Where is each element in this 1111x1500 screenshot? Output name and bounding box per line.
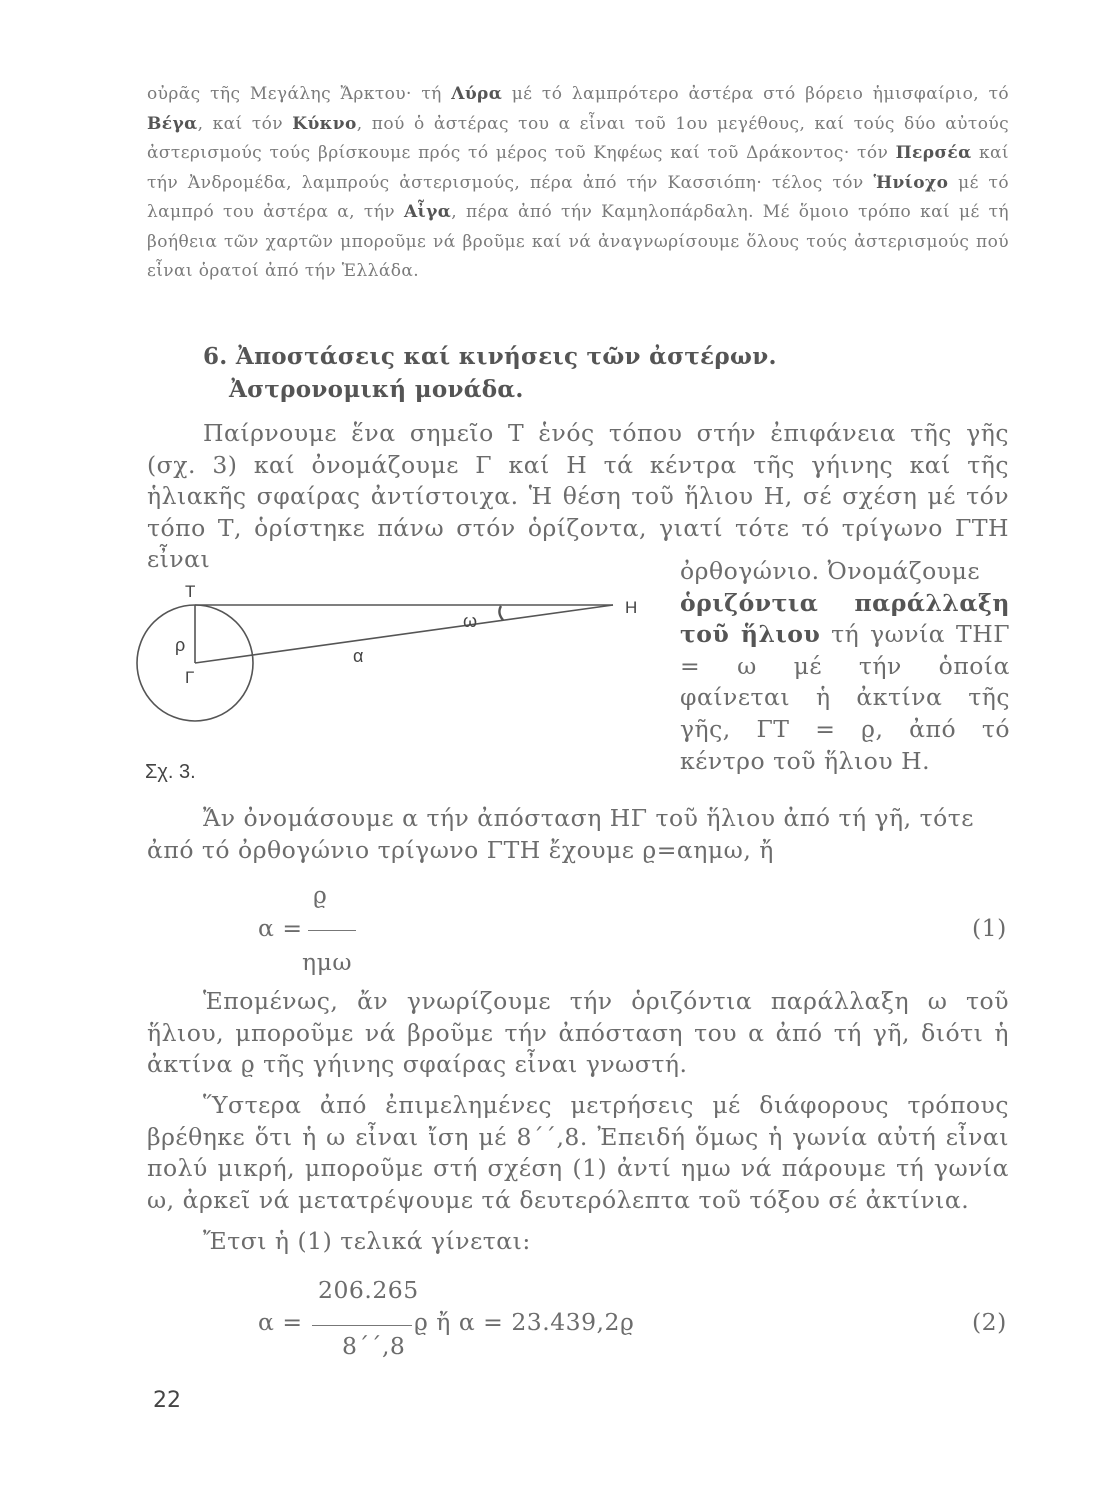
- term-vega: Βέγα: [147, 113, 198, 134]
- section-title: 6. Ἀποστάσεις καί κινήσεις τῶν ἀστέρων.: [203, 343, 777, 370]
- eq1-lhs: α =: [258, 914, 303, 942]
- equation-2: [0, 1275, 1111, 1385]
- eq2-numerator: 206.265: [318, 1276, 419, 1304]
- parallax-diagram: [125, 575, 665, 790]
- eq2-fraction-bar: [312, 1325, 412, 1326]
- line-G-H: [195, 605, 613, 663]
- label-omega: ω: [463, 611, 478, 631]
- page-number: 22: [153, 1388, 181, 1413]
- paragraph-4: [147, 1090, 1009, 1216]
- figure-caption: Σχ. 3.: [145, 761, 196, 783]
- side-text: τή γωνία ΤΗΓ = ω μέ τήν ὁποία φαίνεται ἡ ἀκτίνα τῆς γῆς, ΓΤ = ϱ, ἀπό τό κέντρο τοῦ ἥλιου Η.: [680, 620, 1010, 775]
- term-kyknos: Κύκνο: [292, 113, 357, 134]
- paragraph-5-text: Ἔτσι ἡ (1) τελικά γίνεται:: [203, 1227, 531, 1255]
- eq2-lhs: α =: [258, 1308, 303, 1336]
- term-persea: Περσέα: [895, 143, 972, 163]
- section-heading: [203, 340, 777, 406]
- paragraph-5: [147, 1226, 1009, 1258]
- term-horizontal-parallax: ὁριζόντια παράλλαξη τοῦ ἥλιου: [680, 588, 1010, 649]
- label-H: Η: [625, 598, 638, 617]
- intro-text: , πέρα ἀπό τήν Καμηλοπάρδαλη. Μέ ὅμοιο τρόπο καί μέ τή βοήθεια τῶν χαρτῶν μποροῦμε νά βροῦμε καί νά ἀναγνωρίσουμε ὅλους τούς ἀστερισμούς πού εἶναι ὁρατοί ἀπό τήν Ἑλλάδα.: [147, 202, 1009, 281]
- eq1-numerator: ϱ: [313, 881, 328, 909]
- term-lyra: Λύρα: [451, 84, 503, 104]
- eq2-denominator: 8´´,8: [342, 1332, 406, 1360]
- figure-3: [125, 575, 665, 790]
- label-alpha: α: [353, 646, 364, 666]
- intro-text: μέ τό λαμπρότερο ἀστέρα στό βόρειο ἡμισφαίριο, τό: [502, 84, 1010, 104]
- angle-omega-arc: [499, 606, 503, 620]
- intro-text: , καί τόν: [197, 113, 293, 134]
- eq2-rest: ϱ ἤ α = 23.439,2ϱ: [414, 1308, 635, 1336]
- label-G: Γ: [185, 668, 195, 687]
- label-T: Τ: [185, 582, 196, 601]
- intro-paragraph: [147, 80, 1009, 287]
- intro-text: οὐρᾶς τῆς Μεγάλης Ἄρκτου· τή: [147, 84, 452, 104]
- eq1-denominator: ημω: [302, 948, 353, 976]
- intro-text: , πού ὁ ἀστέρας του α εἶναι τοῦ 1ου μεγέθους, καί τούς δύο αὐτούς ἀστερισμούς τούς βρίσκουμε πρός τό μέρος τοῦ Κηφέως καί τοῦ Δράκοντος· τόν: [147, 113, 1009, 163]
- label-rho: ρ: [175, 635, 186, 655]
- paragraph-1: [147, 418, 1009, 576]
- paragraph-3: [147, 986, 1009, 1081]
- paragraph-4-text: Ὕστερα ἀπό ἐπιμελημένες μετρήσεις μέ διάφορους τρόπους βρέθηκε ὅτι ἡ ω εἶναι ἴση μέ 8´´,8. Ἐπειδή ὅμως ἡ γωνία αὐτή εἶναι πολύ μικρή, μποροῦμε στή σχέση (1) ἀντί ημω νά πάρουμε τή γωνία ω, ἀρκεῖ νά μετατρέψουμε τά δευτερόλεπτα τοῦ τόξου σέ ἀκτίνια.: [147, 1091, 1009, 1214]
- intro-text: μέ τό λαμπρό του ἀστέρα α, τήν: [147, 172, 1009, 222]
- eq2-tag: (2): [972, 1308, 1007, 1336]
- paragraph-1-text: Παίρνουμε ἕνα σημεῖο Τ ἑνός τόπου στήν ἐπιφάνεια τῆς γῆς (σχ. 3) καί ὀνομάζουμε Γ καί Η τά κέντρα τῆς γήινης καί τῆς ἡλιακῆς σφαίρας ἀντίστοιχα. Ἡ θέση τοῦ ἥλιου Η, σέ σχέση μέ τόν τόπο Τ, ὁρίστηκε πάνω στόν ὁρίζοντα, γιατί τότε τό τρίγωνο ΓΤΗ εἶναι: [147, 419, 1009, 574]
- paragraph-3-text: Ἑπομένως, ἄν γνωρίζουμε τήν ὁριζόντια παράλλαξη ω τοῦ ἥλιου, μποροῦμε νά βροῦμε τήν ἀπόσταση του α ἀπό τή γῆ, διότι ἡ ἀκτίνα ϱ τῆς γήινης σφαίρας εἶναι γνωστή.: [147, 987, 1009, 1079]
- intro-text: καί τήν Ἀνδρομέδα, λαμπρούς ἀστερισμούς, πέρα ἀπό τήν Κασσιόπη· τέλος τόν: [147, 143, 1010, 193]
- paragraph-2-text: Ἄν ὀνομάσουμε α τήν ἀπόσταση ΗΓ τοῦ ἥλιου ἀπό τή γῆ, τότε ἀπό τό ὀρθογώνιο τρίγωνο ΓΤΗ ἔχουμε ϱ=αημω, ἤ: [147, 804, 974, 864]
- eq1-fraction-bar: [308, 930, 356, 931]
- eq1-tag: (1): [972, 914, 1007, 942]
- term-aiga: Αἶγα: [403, 202, 452, 222]
- equation-1: [0, 875, 1111, 985]
- side-text: ὀρθογώνιο. Ὀνομάζουμε: [680, 557, 981, 585]
- term-heniochos: Ἡνίοχο: [873, 172, 949, 193]
- paragraph-2: [147, 803, 1009, 866]
- section-subtitle: Ἀστρονομική μονάδα.: [229, 376, 524, 403]
- side-paragraph: [680, 556, 1010, 777]
